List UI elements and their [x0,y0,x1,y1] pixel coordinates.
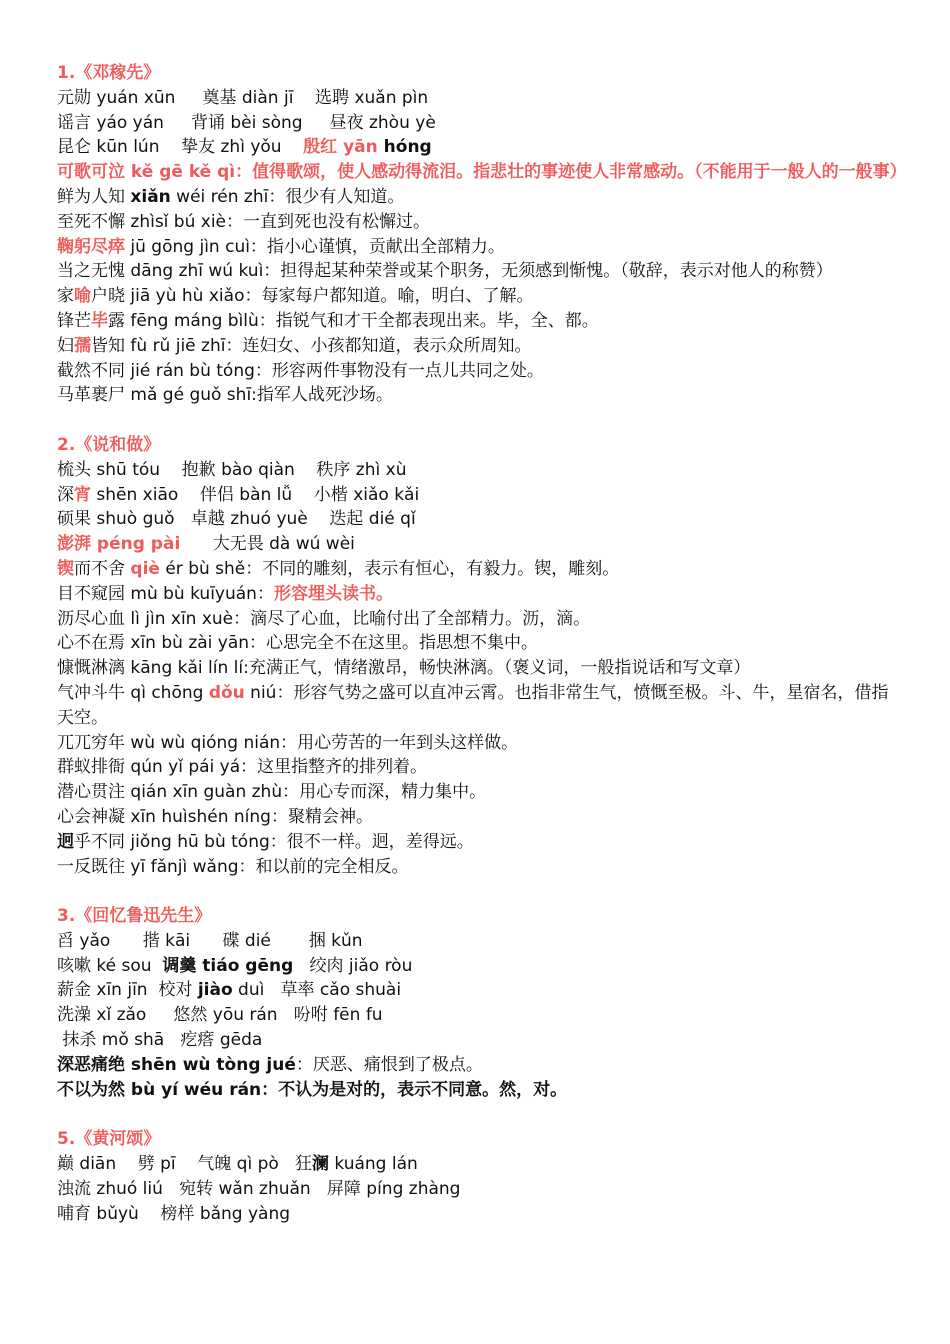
highlighted-text: 宵 [74,484,91,505]
line-text: 群蚁排衙 qún yǐ pái yá：这里指整齐的排列着。 [57,757,428,778]
line-text: 谣言 yáo yán 背诵 bèi sòng 昼夜 zhòu yè [57,112,436,133]
highlighted-text: 澎湃 péng pài [57,534,181,555]
vocab-line [57,1003,902,1028]
highlighted-text: 喻 [74,286,91,307]
vocab-line [57,954,902,979]
vocab-line [57,309,902,334]
line-text: ér bù shě：不同的雕刻，表示有恒心，有毅力。锲，雕刻。 [159,558,620,579]
vocab-line [57,582,902,607]
line-text: kuáng lán [328,1154,418,1175]
line-text: 而不舍 [74,558,131,579]
vocab-line [57,855,902,880]
line-text: 当之无愧 dāng zhī wú kuì：担得起某种荣誉或某个职务，无须感到惭愧。（敬辞，表示对他人的称赞） [57,261,833,282]
line-text: 妇 [57,335,74,356]
highlighted-text: 毕 [91,310,108,331]
vocab-line [57,135,902,160]
line-text: 马革裹尸 mǎ gé guǒ shī:指军人战死沙场。 [57,385,393,406]
line-text: 舀 yǎo 揩 kāi 碟 dié 捆 kǔn [57,930,363,951]
line-text: 巅 diān 劈 pī 气魄 qì pò 狂 [57,1154,312,1175]
line-text: 梳头 shū tóu 抱歉 bào qiàn 秩序 zhì xù [57,459,407,480]
vocab-line [57,259,902,284]
highlighted-text: 调羹 tiáo gēng [162,955,294,976]
line-text: 心不在焉 xīn bù zài yān：心思完全不在这里。指思想不集中。 [57,633,539,654]
highlighted-text: dǒu [208,682,245,703]
section-heading: 1.《邓稼先》 [57,63,161,83]
vocab-line [57,532,902,557]
vocab-line [57,631,902,656]
line-text: 一反既往 yī fǎnjì wǎng：和以前的完全相反。 [57,856,409,877]
vocab-line [57,86,902,111]
line-text: 深 [57,484,74,505]
highlighted-text: xiǎn [130,186,171,207]
vocab-line [57,929,902,954]
vocab-line [57,656,902,681]
line-text: 绞肉 jiǎo ròu [293,955,413,976]
section-spacer [57,1102,902,1127]
vocab-line [57,235,902,260]
line-text: niú：形容气势之盛可以直冲云霄。也指非常生气，愤慨至极。斗、牛，星宿名，借指天空。 [57,682,889,728]
line-text: 户晓 jiā yù hù xiǎo：每家每户都知道。喻，明白、了解。 [91,286,534,307]
vocab-line [57,334,902,359]
vocab-line [57,1177,902,1202]
vocab-line [57,607,902,632]
section-heading: 5.《黄河颂》 [57,1129,161,1150]
highlighted-text: 深恶痛绝 shēn wù tòng jué [57,1054,296,1075]
section-heading: 3.《回忆鲁迅先生》 [57,906,212,927]
section-spacer [57,408,902,433]
highlighted-text: hóng [377,137,432,158]
vocab-line [57,359,902,384]
line-text: 昆仑 kūn lún 挚友 zhì yǒu [57,137,304,158]
highlighted-text: 孺 [74,335,91,356]
line-text: 截然不同 jié rán bù tóng：形容两件事物没有一点儿共同之处。 [57,360,544,381]
vocab-line [57,1202,902,1227]
line-text: shēn xiāo 伴侣 bàn lǚ 小楷 xiǎo kǎi [91,484,420,505]
vocab-line [57,805,902,830]
vocab-line [57,557,902,582]
line-text: 抹杀 mǒ shā 疙瘩 gēda [57,1030,263,1051]
line-text: 硕果 shuò guǒ 卓越 zhuó yuè 迭起 dié qǐ [57,509,416,530]
line-text: 乎不同 jiǒng hū bù tóng：很不一样。迥，差得远。 [74,831,474,852]
vocab-line [57,1053,902,1078]
highlighted-text: 殷红 yān [303,137,378,158]
line-text: jū gōng jìn cuì：指小心谨慎，贡献出全部精力。 [125,236,505,257]
line-text: 慷慨淋漓 kāng kǎi lín lí:充满正气，情绪激昂，畅快淋漓。（褒义词，一般指说话和写文章） [57,658,751,679]
vocab-line [57,830,902,855]
highlighted-text: 迥 [57,831,74,852]
line-text: 洗澡 xǐ zǎo 悠然 yōu rán 吩咐 fēn fu [57,1005,383,1026]
vocab-line [57,185,902,210]
highlighted-text: qiè [130,558,160,579]
vocabulary-list [57,61,907,1226]
line-text: 浊流 zhuó liú 宛转 wǎn zhuǎn 屏障 píng zhàng [57,1178,461,1199]
line-text: 锋芒 [57,310,91,331]
line-text: ：厌恶、痛恨到了极点。 [295,1054,483,1075]
highlighted-text: jiào [197,980,233,1001]
vocab-line [57,1152,902,1177]
line-text: 皆知 fù rǔ jiē zhī：连妇女、小孩都知道，表示众所周知。 [91,335,532,356]
line-text: 潜心贯注 qián xīn guàn zhù：用心专而深，精力集中。 [57,782,487,803]
line-text: 鲜为人知 [57,186,131,207]
line-text: 至死不懈 zhìsǐ bú xiè：一直到死也没有松懈过。 [57,211,431,232]
highlighted-text: 澜 [311,1154,329,1175]
line-text: wéi rén zhī：很少有人知道。 [170,186,405,207]
vocab-line [57,284,902,309]
section-spacer [57,879,902,904]
line-text: 气冲斗牛 qì chōng [57,682,209,703]
vocab-line [57,1028,902,1053]
highlighted-text: 形容埋头读书。 [273,583,393,604]
vocab-line [57,210,902,235]
section-heading: 2.《说和做》 [57,434,161,455]
line-text: 元勋 yuán xūn 奠基 diàn jī 选聘 xuǎn pìn [57,87,429,108]
highlighted-text: 鞠躬尽瘁 [57,236,125,257]
highlighted-text: 锲 [57,558,74,579]
vocab-line [57,731,902,756]
line-text: 咳嗽 ké sou [57,955,163,976]
line-text: 露 fēng máng bìlù：指锐气和才干全都表现出来。毕，全、都。 [108,310,599,331]
line-text: 兀兀穷年 wù wù qióng nián：用心劳苦的一年到头这样做。 [57,732,519,753]
vocab-line [57,978,902,1003]
line-text: duì 草率 cǎo shuài [232,980,402,1001]
highlighted-text: 不以为然 bù yí wéu rán：不认为是对的，表示不同意。然，对。 [57,1079,568,1100]
vocab-line [57,383,902,408]
vocab-line [57,160,907,185]
vocab-line [57,111,902,136]
vocab-line [57,681,902,731]
line-text: 心会神凝 xīn huìshén níng：聚精会神。 [57,806,373,827]
line-text: 哺育 bǔyù 榜样 bǎng yàng [57,1203,291,1224]
vocab-line [57,507,902,532]
line-text: 目不窥园 mù bù kuīyuán： [57,583,274,604]
vocab-line [57,458,902,483]
vocab-line [57,755,902,780]
line-text: 薪金 xīn jīn 校对 [57,980,198,1001]
line-text: 家 [57,286,74,307]
line-text: 沥尽心血 lì jìn xīn xuè：滴尽了心血，比喻付出了全部精力。沥，滴。 [57,608,591,629]
line-text: 大无畏 dà wú wèi [180,534,355,555]
vocab-line [57,1078,902,1103]
highlighted-text: 可歌可泣 kě gē kě qì：值得歌颂，使人感动得流泪。指悲壮的事迹使人非常感动。（不能用于一般人的一般事） [57,162,907,183]
vocab-line [57,483,902,508]
vocab-line [57,780,902,805]
